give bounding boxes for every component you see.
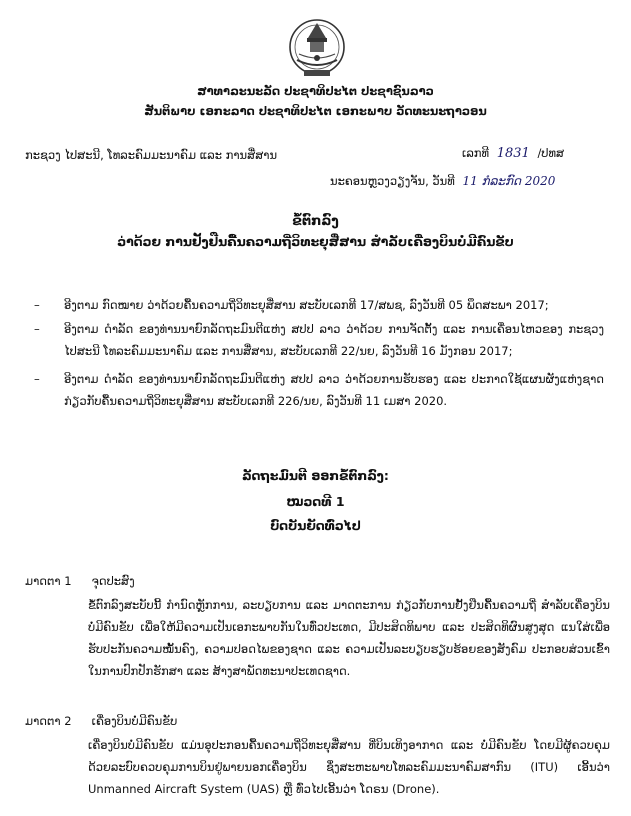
ministry-name: ກະຊວງ ໄປສະນີ, ໂທລະຄົມມະນາຄົມ ແລະ ການສື່ສານ	[25, 148, 278, 162]
place-date-text: ນະຄອນຫຼວງວຽງຈັນ, ວັນທີ	[330, 174, 455, 188]
country-name: ສາທາລະນະລັດ ປະຊາທິປະໄຕ ປະຊາຊົນລາວ	[197, 84, 434, 98]
doc-number-label: ເລກທີ	[462, 146, 490, 160]
reference-item	[34, 368, 604, 412]
place-date	[330, 174, 555, 188]
doc-number-suffix: /ປທສ	[537, 146, 565, 160]
article-body: ເຄື່ອງບິນບໍ່ມີຄົນຂັບ ແມ່ນອຸປະກອນຄື້ນຄວາມຖີ່ວິທະຍຸສື່ສານ ທີ່ບິນເທິງອາກາດ ແລະ ບໍ່ມີຄົນຂັບ ໂດຍມີຜູ້ຄວບຄຸມດ້ວຍລະບົບຄວບຄຸມການບິນຢູ່ພາຍນອກເຄື່ອງບິນ ຊຶ່ງສະຫະພາບໂທລະຄົມມະນາຄົມສາກົນ (ITU) ເອີ້ນວ່າ Unmanned Aircraft System (UAS) ຫຼື ທົ່ວໄປເອີ້ນວ່າ ໂດຣນ (Drone).	[88, 738, 610, 796]
chapter-title: ບົດບັນຍັດທົ່ວໄປ	[270, 518, 361, 533]
article-number: ມາດຕາ 2	[25, 714, 72, 728]
document-subject: ວ່າດ້ວຍ ການຢັ້ງຢືນຄື້ນຄວາມຖີ່ວິທະຍຸສື່ສານ ສໍາລັບເຄື່ອງບິນບໍ່ມີຄົນຂັບ	[117, 234, 514, 249]
reference-text: ອີງຕາມ ດໍາລັດ ຂອງທ່ານນາຍົກລັດຖະມົນຕີແຫ່ງ ສປປ ລາວ ວ່າດ້ວຍການຮັບຮອງ ແລະ ປະກາດໃຊ້ແຜນຜັງແຫ່ງຊາດ ກ່ຽວກັບຄື້ນຄວາມຖີ່ວິທະຍຸສື່ສານ ສະບັບເລກທີ 226/ນຍ, ລົງວັນທີ 11 ເມສາ 2020.	[64, 372, 604, 408]
article-title: ເຄື່ອງບິນບໍ່ມີຄົນຂັບ	[91, 714, 178, 728]
article-number: ມາດຕາ 1	[25, 574, 72, 588]
reference-item	[34, 294, 604, 316]
national-emblem-icon	[288, 14, 346, 80]
bullet-dash: –	[34, 372, 40, 386]
article-heading	[25, 714, 177, 728]
article-body: ຂໍ້ຕົກລົງສະບັບນີ້ ກໍານົດຫຼັກການ, ລະບຽບການ ແລະ ມາດຕະການ ກ່ຽວກັບການຢັ້ງຢືນຄື້ນຄວາມຖີ່ ສໍາລັບເຄື່ອງບິນບໍ່ມີຄົນຂັບ ເພື່ອໃຫ້ມີຄວາມເປັນເອກະພາບກັນໃນທົ່ວປະເທດ, ມີປະສິດທິພາບ ແລະ ປະສິດທິຜົນສູງສຸດ ແນໃສ່ເພື່ອຮັບປະກັນຄວາມໝັ້ນຄົງ, ຄວາມປອດໄພຂອງຊາດ ແລະ ຄວາມເປັນລະບຽບຮຽບຮ້ອຍຂອງສັງຄົມ ປະກອບສ່ວນເຂົ້າໃນການປົກປັກຮັກສາ ແລະ ສ້າງສາພັດທະນາປະເທດຊາດ.	[88, 598, 610, 678]
doc-number-handwritten: 1831	[496, 146, 530, 161]
reference-text: ອີງຕາມ ດໍາລັດ ຂອງທ່ານນາຍົກລັດຖະມົນຕີແຫ່ງ ສປປ ລາວ ວ່າດ້ວຍ ການຈັດຕັ້ງ ແລະ ການເຄື່ອນໄຫວຂອງ ກະຊວງ ໄປສະນີ ໂທລະຄົມມະນາຄົມ ແລະ ການສື່ສານ, ສະບັບເລກທີ 22/ນຍ, ລົງວັນທີ 16 ມັງກອນ 2017;	[64, 322, 604, 358]
national-motto: ສັນຕິພາບ ເອກະລາດ ປະຊາທິປະໄຕ ເອກະພາບ ວັດທະນະຖາວອນ	[144, 104, 487, 118]
article-heading	[25, 574, 135, 588]
decision-heading: ລັດຖະມົນຕີ ອອກຂໍ້ຕົກລົງ:	[242, 468, 389, 483]
document-number	[462, 146, 564, 161]
handwritten-date: 11 ກໍລະກົດ 2020	[462, 174, 556, 188]
reference-item	[34, 318, 604, 362]
article-title: ຈຸດປະສົງ	[91, 574, 135, 588]
bullet-dash: –	[34, 322, 40, 336]
bullet-dash: –	[34, 298, 40, 312]
reference-text: ອີງຕາມ ກົດໝາຍ ວ່າດ້ວຍຄື້ນຄວາມຖີ່ວິທະຍຸສື່ສານ ສະບັບເລກທີ 17/ສພຊ, ລົງວັນທີ 05 ພຶດສະພາ 2017;	[64, 298, 549, 312]
document-title: ຂໍ້ຕົກລົງ	[292, 214, 339, 229]
chapter-number: ໝວດທີ 1	[286, 494, 345, 509]
